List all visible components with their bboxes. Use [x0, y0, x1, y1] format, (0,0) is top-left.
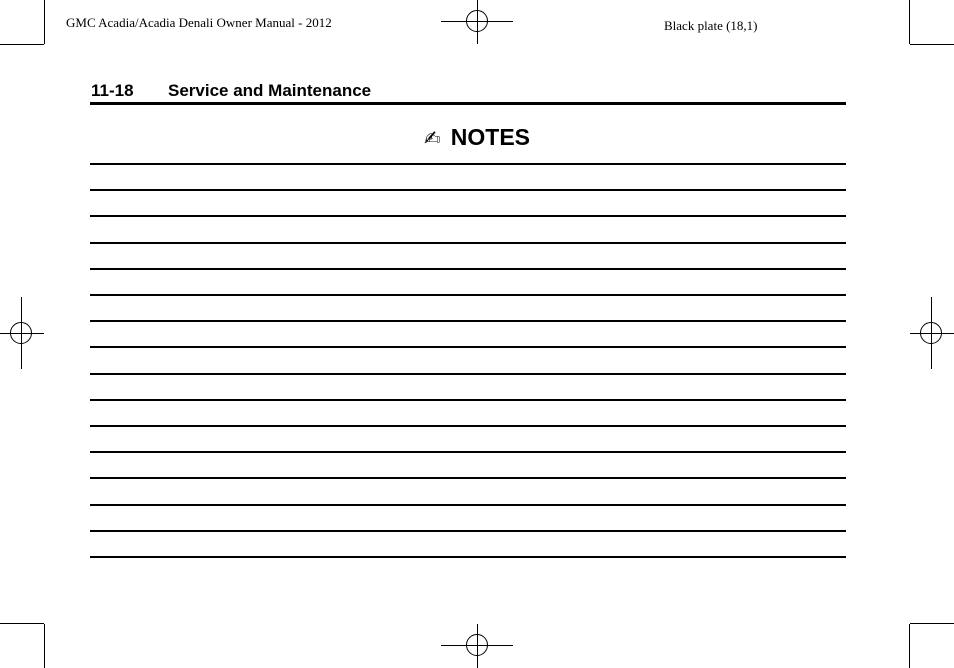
note-line [90, 242, 846, 244]
crop-mark [909, 624, 910, 668]
note-line [90, 294, 846, 296]
crop-mark [910, 623, 954, 624]
note-line [90, 399, 846, 401]
note-line [90, 346, 846, 348]
running-header [91, 81, 371, 101]
crop-mark [0, 44, 44, 45]
notes-title: NOTES [450, 124, 530, 150]
note-line [90, 163, 846, 165]
note-line [90, 373, 846, 375]
crop-mark [0, 623, 44, 624]
registration-circle [466, 634, 488, 656]
notes-heading [0, 124, 954, 151]
note-line [90, 268, 846, 270]
section-title: Service and Maintenance [168, 81, 372, 100]
registration-circle [10, 322, 32, 344]
crop-mark [44, 0, 45, 44]
crop-mark [44, 624, 45, 668]
note-line [90, 504, 846, 506]
registration-circle [466, 10, 488, 32]
pencil-writing-icon: ✍ [424, 126, 441, 150]
document-slug-title: GMC Acadia/Acadia Denali Owner Manual - 2012 [66, 15, 332, 30]
note-line [90, 215, 846, 217]
plate-label: Black plate (18,1) [664, 18, 758, 33]
crop-mark [910, 44, 954, 45]
note-line [90, 451, 846, 453]
note-line [90, 530, 846, 532]
note-line [90, 320, 846, 322]
note-line [90, 189, 846, 191]
note-line [90, 425, 846, 427]
page-number: 11-18 [91, 81, 134, 100]
crop-mark [909, 0, 910, 44]
note-line [90, 556, 846, 558]
registration-circle [920, 322, 942, 344]
note-line [90, 477, 846, 479]
header-rule [90, 102, 846, 105]
